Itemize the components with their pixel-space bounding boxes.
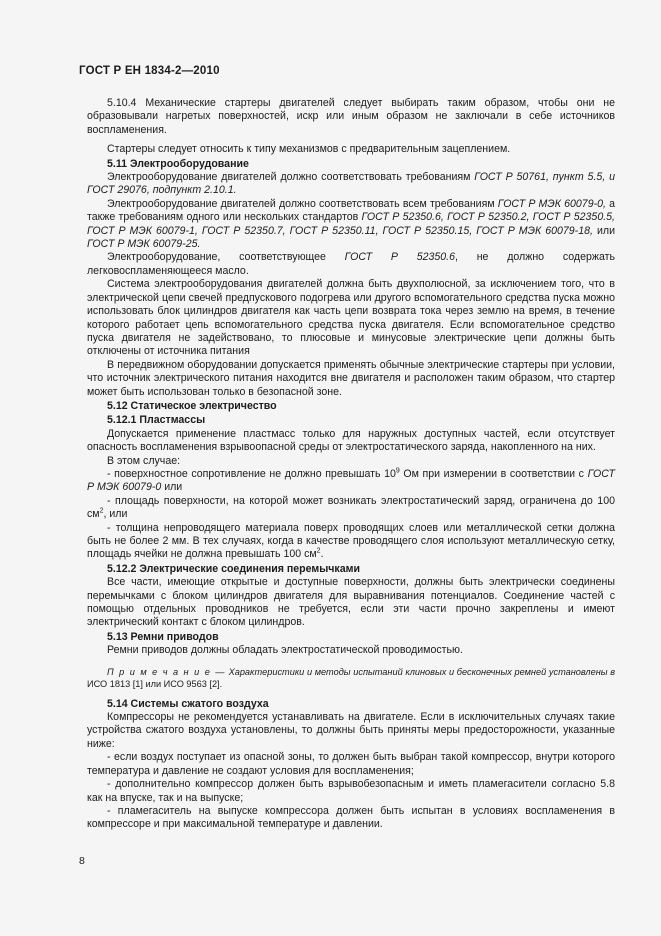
text: Электрооборудование двигателей должно соответствовать требованиям: [107, 171, 475, 184]
text: а также требованиям одного или нескольких стандартов: [87, 197, 615, 224]
paragraph-5-12-2: Все части, имеющие открытые и доступные поверхности, должны быть электрически соединены перемычками с блоком цилиндров двигателя для выравнивания потенциалов. Соединение частей с помощью отдельных проводников не требуется, если эти части прочно закреплены и имеют электрический контакт с блоком цилиндров.: [87, 576, 615, 629]
heading-5-13: 5.13 Ремни приводов: [107, 630, 219, 643]
note-text: Характеристики и методы испытаний клиновых и бесконечных ремней установлены в: [225, 666, 615, 677]
note-reference: ИСО 1813 [1] или ИСО 9563 [2].: [87, 678, 223, 689]
document-header: ГОСТ Р ЕН 1834-2—2010: [79, 65, 220, 77]
paragraph-5-12-1-1: Допускается применение пластмасс только для наружных доступных частей, если отсутствует опасность воспламенения взрывоопасной среды от электростатического заряда, накопленного на них.: [87, 427, 615, 454]
text: Электрооборудование двигателей должно соответствовать всем требованиям: [107, 197, 498, 210]
text: или: [592, 224, 615, 237]
standard-reference: ГОСТ Р МЭК 60079-0,: [497, 197, 606, 210]
paragraph-5-14: Компрессоры не рекомендуется устанавливать на двигателе. Если в исключительных случаях такие устройства сжатого воздуха установлены, то должны быть приняты меры предосторожности, указанные ниже:: [87, 711, 615, 750]
paragraph-5-11-1: [87, 171, 615, 198]
text: или: [161, 481, 183, 494]
paragraph-5-12-1-2: В этом случае:: [107, 454, 181, 467]
list-item: - дополнительно компрессор должен быть взрывобезопасным и иметь пламегасители согласно 5.8 как на впуске, так и на выпуске;: [87, 778, 615, 804]
page-number: 8: [79, 855, 85, 867]
list-item: - если воздух поступает из опасной зоны, то должен быть выбран такой компрессор, внутри которого температура и давление не создают условия для воспламенения;: [87, 751, 615, 777]
list-item: [87, 522, 615, 562]
standard-reference: ГОСТ Р 52350.6, ГОСТ Р 52350.2, ГОСТ Р 52350.5, ГОСТ Р МЭК 60079-1, ГОСТ Р 52350.7, ГОСТ Р 52350.11, ГОСТ Р 52350.15, ГОСТ Р МЭК 60079-18,: [87, 211, 615, 237]
standard-reference: ГОСТ Р 50761, пункт 5.5, и ГОСТ 29076, подпункт 2.10.1.: [87, 171, 615, 197]
superscript: 2: [316, 547, 321, 555]
paragraph-5-10-4: 5.10.4 Механические стартеры двигателей следует выбирать таким образом, чтобы они не образовывали нагретых поверхностей, искр или иным образом не заключали в себе источников воспламенения.: [87, 97, 615, 136]
heading-5-12-2: 5.12.2 Электрические соединения перемычками: [107, 562, 360, 575]
text: - толщина непроводящего материала поверх проводящих слоев или металлической сетки должна быть не более 2 мм. В тех случаях, когда в качестве проводящего слоя используют металлическую сетку, площадь ячейки не должна превышать 100 см: [87, 521, 615, 561]
standard-reference: ГОСТ Р МЭК 60079-25.: [87, 238, 201, 251]
heading-5-14: 5.14 Системы сжатого воздуха: [107, 697, 269, 710]
paragraph-5-11-2: [87, 198, 615, 252]
text: , не должно содержать легковоспламеняющееся масло.: [87, 251, 615, 277]
text: Электрооборудование, соответствующее: [107, 251, 345, 264]
paragraph-5-11-5: В передвижном оборудовании допускается применять обычные электрические стартеры при условии, что источник электрического питания находится вне двигателя и расположен таким образом, что стартер может быть использован только в безопасной зоне.: [87, 358, 615, 398]
standard-reference: ГОСТ Р 52350.6: [344, 251, 455, 264]
heading-5-12-1: 5.12.1 Пластмассы: [107, 414, 206, 427]
paragraph-5-11-3: [87, 251, 615, 278]
list-item: [87, 468, 615, 495]
superscript: 2: [99, 507, 104, 515]
note-label: П р и м е ч а н и е —: [107, 666, 226, 677]
heading-5-12: 5.12 Статическое электричество: [107, 399, 277, 412]
list-item: - пламегаситель на выпуске компрессора должен быть испытан в условиях воспламенения в компрессоре и при максимальной температуре и давлении.: [87, 804, 615, 831]
paragraph-5-11-4: Система электрооборудования двигателей должна быть двухполюсной, за исключением того, что в электрической цепи свечей предпускового подогрева или другого вспомогательного средства пуска можно использовать блок цилиндров двигателя как часть цепи возврата тока через землю на время, в течение которого работает цепь вспомогательного средства пуска двигателя. Если вспомогательное средство пуска двигателя не задействовано, то плюсовые и минусовые электрические цепи должны быть отключены от источника питания: [87, 278, 615, 358]
text: - площадь поверхности, на которой может возникать электростатический заряд, ограничена до 100 см: [87, 494, 615, 521]
text: Ом при измерении в соответствии с: [399, 467, 588, 480]
heading-5-11: 5.11 Электрооборудование: [107, 157, 249, 170]
superscript: 9: [395, 467, 400, 475]
document-body: [87, 97, 615, 832]
paragraph-starters: Стартеры следует относить к типу механизмов с предварительным зацеплением.: [107, 143, 511, 156]
standard-reference: ГОСТ Р МЭК 60079-0: [87, 467, 615, 494]
text: - поверхностное сопротивление не должно превышать 10: [107, 467, 396, 480]
text: .: [320, 548, 324, 561]
list-item: [87, 495, 615, 522]
note: [87, 666, 615, 690]
paragraph-5-13: Ремни приводов должны обладать электростатической проводимостью.: [107, 644, 463, 657]
text: , или: [103, 508, 128, 521]
